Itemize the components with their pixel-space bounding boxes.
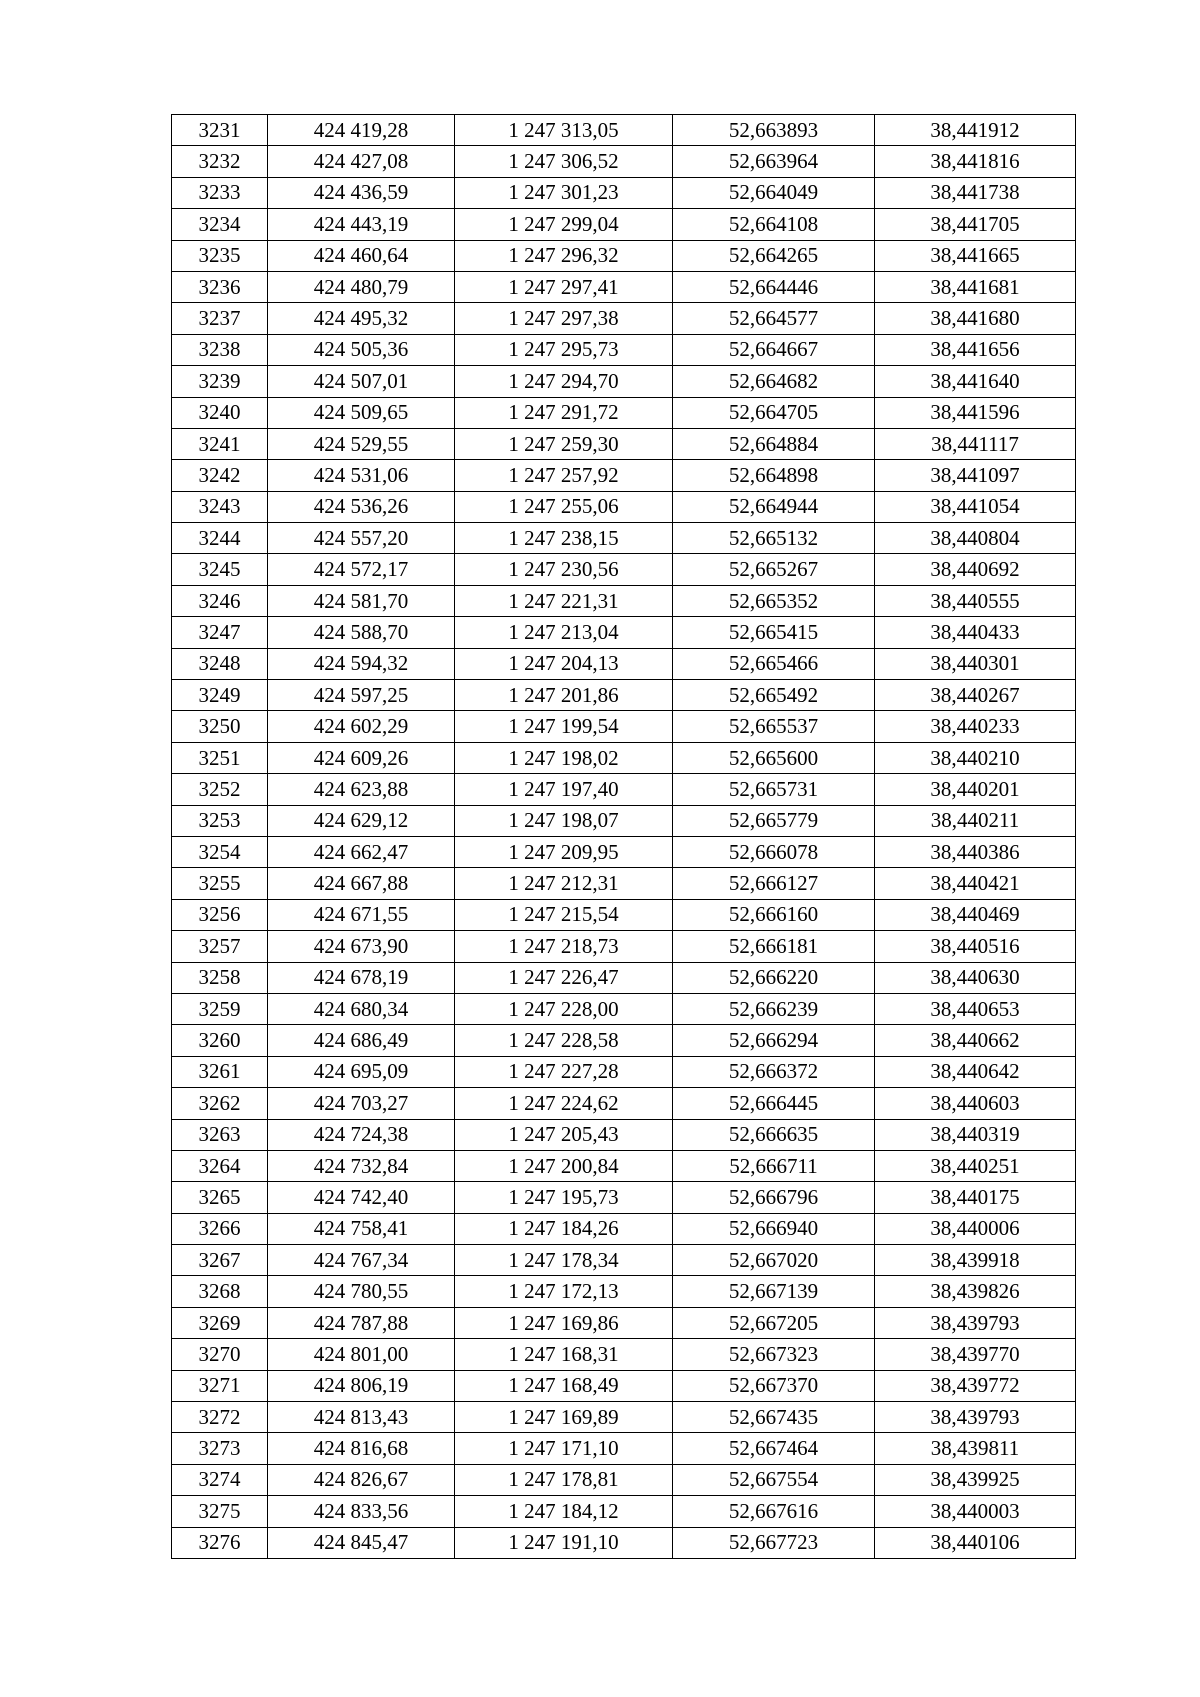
x-coordinate-cell: 424 813,43 [268,1402,455,1433]
table-row [172,1119,1076,1150]
latitude-cell: 52,666160 [673,899,875,930]
point-number-cell: 3235 [172,240,268,271]
x-coordinate-cell: 424 833,56 [268,1496,455,1527]
x-coordinate-cell: 424 671,55 [268,899,455,930]
table-row [172,1276,1076,1307]
table-row [172,1433,1076,1464]
latitude-cell: 52,663893 [673,115,875,146]
point-number-cell: 3264 [172,1150,268,1181]
latitude-cell: 52,666711 [673,1150,875,1181]
point-number-cell: 3269 [172,1307,268,1338]
longitude-cell: 38,441640 [875,366,1076,397]
point-number-cell: 3274 [172,1464,268,1495]
longitude-cell: 38,440233 [875,711,1076,742]
point-number-cell: 3249 [172,680,268,711]
point-number-cell: 3242 [172,460,268,491]
point-number-cell: 3252 [172,774,268,805]
latitude-cell: 52,664898 [673,460,875,491]
latitude-cell: 52,667139 [673,1276,875,1307]
x-coordinate-cell: 424 572,17 [268,554,455,585]
latitude-cell: 52,664577 [673,303,875,334]
x-coordinate-cell: 424 816,68 [268,1433,455,1464]
y-coordinate-cell: 1 247 209,95 [455,836,673,867]
point-number-cell: 3253 [172,805,268,836]
x-coordinate-cell: 424 557,20 [268,523,455,554]
y-coordinate-cell: 1 247 294,70 [455,366,673,397]
latitude-cell: 52,664884 [673,428,875,459]
point-number-cell: 3271 [172,1370,268,1401]
longitude-cell: 38,440433 [875,617,1076,648]
point-number-cell: 3262 [172,1088,268,1119]
x-coordinate-cell: 424 609,26 [268,742,455,773]
x-coordinate-cell: 424 686,49 [268,1025,455,1056]
x-coordinate-cell: 424 509,65 [268,397,455,428]
point-number-cell: 3239 [172,366,268,397]
x-coordinate-cell: 424 742,40 [268,1182,455,1213]
table-row [172,428,1076,459]
table-row [172,491,1076,522]
point-number-cell: 3232 [172,146,268,177]
x-coordinate-cell: 424 801,00 [268,1339,455,1370]
latitude-cell: 52,665731 [673,774,875,805]
latitude-cell: 52,666294 [673,1025,875,1056]
longitude-cell: 38,440210 [875,742,1076,773]
table-row [172,962,1076,993]
longitude-cell: 38,440603 [875,1088,1076,1119]
table-row [172,1464,1076,1495]
y-coordinate-cell: 1 247 213,04 [455,617,673,648]
y-coordinate-cell: 1 247 178,81 [455,1464,673,1495]
y-coordinate-cell: 1 247 257,92 [455,460,673,491]
y-coordinate-cell: 1 247 168,49 [455,1370,673,1401]
x-coordinate-cell: 424 724,38 [268,1119,455,1150]
longitude-cell: 38,440421 [875,868,1076,899]
longitude-cell: 38,440642 [875,1056,1076,1087]
y-coordinate-cell: 1 247 238,15 [455,523,673,554]
table-row [172,931,1076,962]
x-coordinate-cell: 424 443,19 [268,209,455,240]
x-coordinate-cell: 424 826,67 [268,1464,455,1495]
point-number-cell: 3233 [172,177,268,208]
latitude-cell: 52,665492 [673,680,875,711]
latitude-cell: 52,665600 [673,742,875,773]
point-number-cell: 3259 [172,993,268,1024]
point-number-cell: 3245 [172,554,268,585]
table-row [172,1088,1076,1119]
latitude-cell: 52,667205 [673,1307,875,1338]
x-coordinate-cell: 424 507,01 [268,366,455,397]
table-row [172,1370,1076,1401]
longitude-cell: 38,441596 [875,397,1076,428]
y-coordinate-cell: 1 247 306,52 [455,146,673,177]
longitude-cell: 38,440630 [875,962,1076,993]
latitude-cell: 52,666372 [673,1056,875,1087]
latitude-cell: 52,666940 [673,1213,875,1244]
table-row [172,523,1076,554]
table-row [172,993,1076,1024]
latitude-cell: 52,664682 [673,366,875,397]
table-row [172,648,1076,679]
point-number-cell: 3275 [172,1496,268,1527]
latitude-cell: 52,664049 [673,177,875,208]
longitude-cell: 38,440251 [875,1150,1076,1181]
x-coordinate-cell: 424 602,29 [268,711,455,742]
x-coordinate-cell: 424 597,25 [268,680,455,711]
point-number-cell: 3255 [172,868,268,899]
latitude-cell: 52,666445 [673,1088,875,1119]
longitude-cell: 38,439772 [875,1370,1076,1401]
y-coordinate-cell: 1 247 296,32 [455,240,673,271]
point-number-cell: 3276 [172,1527,268,1558]
y-coordinate-cell: 1 247 218,73 [455,931,673,962]
point-number-cell: 3260 [172,1025,268,1056]
point-number-cell: 3268 [172,1276,268,1307]
x-coordinate-cell: 424 495,32 [268,303,455,334]
x-coordinate-cell: 424 787,88 [268,1307,455,1338]
y-coordinate-cell: 1 247 191,10 [455,1527,673,1558]
point-number-cell: 3254 [172,836,268,867]
y-coordinate-cell: 1 247 215,54 [455,899,673,930]
x-coordinate-cell: 424 732,84 [268,1150,455,1181]
x-coordinate-cell: 424 581,70 [268,585,455,616]
longitude-cell: 38,441738 [875,177,1076,208]
point-number-cell: 3272 [172,1402,268,1433]
x-coordinate-cell: 424 845,47 [268,1527,455,1558]
table-row [172,271,1076,302]
table-row [172,774,1076,805]
x-coordinate-cell: 424 758,41 [268,1213,455,1244]
latitude-cell: 52,667020 [673,1245,875,1276]
point-number-cell: 3267 [172,1245,268,1276]
table-row [172,1056,1076,1087]
latitude-cell: 52,667370 [673,1370,875,1401]
table-row [172,680,1076,711]
point-number-cell: 3244 [172,523,268,554]
point-number-cell: 3246 [172,585,268,616]
longitude-cell: 38,439925 [875,1464,1076,1495]
longitude-cell: 38,441705 [875,209,1076,240]
y-coordinate-cell: 1 247 228,00 [455,993,673,1024]
table-row [172,460,1076,491]
x-coordinate-cell: 424 460,64 [268,240,455,271]
y-coordinate-cell: 1 247 227,28 [455,1056,673,1087]
x-coordinate-cell: 424 703,27 [268,1088,455,1119]
y-coordinate-cell: 1 247 297,38 [455,303,673,334]
x-coordinate-cell: 424 505,36 [268,334,455,365]
y-coordinate-cell: 1 247 198,07 [455,805,673,836]
table-row [172,303,1076,334]
longitude-cell: 38,441681 [875,271,1076,302]
table-row [172,836,1076,867]
longitude-cell: 38,440469 [875,899,1076,930]
y-coordinate-cell: 1 247 205,43 [455,1119,673,1150]
x-coordinate-cell: 424 780,55 [268,1276,455,1307]
longitude-cell: 38,441054 [875,491,1076,522]
table-row [172,1150,1076,1181]
x-coordinate-cell: 424 629,12 [268,805,455,836]
latitude-cell: 52,667323 [673,1339,875,1370]
longitude-cell: 38,441097 [875,460,1076,491]
longitude-cell: 38,441680 [875,303,1076,334]
y-coordinate-cell: 1 247 169,89 [455,1402,673,1433]
latitude-cell: 52,665466 [673,648,875,679]
longitude-cell: 38,440386 [875,836,1076,867]
point-number-cell: 3247 [172,617,268,648]
latitude-cell: 52,665352 [673,585,875,616]
y-coordinate-cell: 1 247 184,26 [455,1213,673,1244]
longitude-cell: 38,440301 [875,648,1076,679]
table-row [172,868,1076,899]
longitude-cell: 38,440555 [875,585,1076,616]
y-coordinate-cell: 1 247 297,41 [455,271,673,302]
point-number-cell: 3266 [172,1213,268,1244]
point-number-cell: 3257 [172,931,268,962]
y-coordinate-cell: 1 247 178,34 [455,1245,673,1276]
x-coordinate-cell: 424 427,08 [268,146,455,177]
x-coordinate-cell: 424 806,19 [268,1370,455,1401]
y-coordinate-cell: 1 247 184,12 [455,1496,673,1527]
latitude-cell: 52,664446 [673,271,875,302]
point-number-cell: 3270 [172,1339,268,1370]
y-coordinate-cell: 1 247 168,31 [455,1339,673,1370]
x-coordinate-cell: 424 623,88 [268,774,455,805]
y-coordinate-cell: 1 247 228,58 [455,1025,673,1056]
longitude-cell: 38,440662 [875,1025,1076,1056]
point-number-cell: 3231 [172,115,268,146]
latitude-cell: 52,665267 [673,554,875,585]
point-number-cell: 3241 [172,428,268,459]
latitude-cell: 52,664944 [673,491,875,522]
table-row [172,1245,1076,1276]
coordinates-table [171,114,1076,1559]
table-row [172,334,1076,365]
table-row [172,366,1076,397]
table-row [172,397,1076,428]
point-number-cell: 3237 [172,303,268,334]
table-row [172,1402,1076,1433]
table-row [172,1025,1076,1056]
longitude-cell: 38,440267 [875,680,1076,711]
latitude-cell: 52,666796 [673,1182,875,1213]
y-coordinate-cell: 1 247 212,31 [455,868,673,899]
y-coordinate-cell: 1 247 295,73 [455,334,673,365]
y-coordinate-cell: 1 247 204,13 [455,648,673,679]
table-row [172,146,1076,177]
y-coordinate-cell: 1 247 197,40 [455,774,673,805]
latitude-cell: 52,665132 [673,523,875,554]
x-coordinate-cell: 424 673,90 [268,931,455,962]
point-number-cell: 3248 [172,648,268,679]
latitude-cell: 52,664265 [673,240,875,271]
y-coordinate-cell: 1 247 172,13 [455,1276,673,1307]
y-coordinate-cell: 1 247 299,04 [455,209,673,240]
y-coordinate-cell: 1 247 291,72 [455,397,673,428]
coordinates-table-body [172,115,1076,1559]
y-coordinate-cell: 1 247 171,10 [455,1433,673,1464]
point-number-cell: 3273 [172,1433,268,1464]
latitude-cell: 52,667554 [673,1464,875,1495]
x-coordinate-cell: 424 529,55 [268,428,455,459]
longitude-cell: 38,440006 [875,1213,1076,1244]
table-row [172,805,1076,836]
y-coordinate-cell: 1 247 198,02 [455,742,673,773]
latitude-cell: 52,664108 [673,209,875,240]
x-coordinate-cell: 424 536,26 [268,491,455,522]
longitude-cell: 38,439793 [875,1307,1076,1338]
y-coordinate-cell: 1 247 195,73 [455,1182,673,1213]
longitude-cell: 38,439918 [875,1245,1076,1276]
longitude-cell: 38,441816 [875,146,1076,177]
x-coordinate-cell: 424 662,47 [268,836,455,867]
y-coordinate-cell: 1 247 169,86 [455,1307,673,1338]
longitude-cell: 38,439793 [875,1402,1076,1433]
table-row [172,115,1076,146]
longitude-cell: 38,440804 [875,523,1076,554]
x-coordinate-cell: 424 419,28 [268,115,455,146]
x-coordinate-cell: 424 695,09 [268,1056,455,1087]
y-coordinate-cell: 1 247 313,05 [455,115,673,146]
y-coordinate-cell: 1 247 221,31 [455,585,673,616]
latitude-cell: 52,666239 [673,993,875,1024]
latitude-cell: 52,666078 [673,836,875,867]
longitude-cell: 38,440106 [875,1527,1076,1558]
longitude-cell: 38,440516 [875,931,1076,962]
x-coordinate-cell: 424 678,19 [268,962,455,993]
point-number-cell: 3250 [172,711,268,742]
point-number-cell: 3238 [172,334,268,365]
longitude-cell: 38,440201 [875,774,1076,805]
y-coordinate-cell: 1 247 255,06 [455,491,673,522]
latitude-cell: 52,667464 [673,1433,875,1464]
longitude-cell: 38,440175 [875,1182,1076,1213]
point-number-cell: 3265 [172,1182,268,1213]
table-row [172,1496,1076,1527]
latitude-cell: 52,667435 [673,1402,875,1433]
x-coordinate-cell: 424 588,70 [268,617,455,648]
longitude-cell: 38,441665 [875,240,1076,271]
x-coordinate-cell: 424 767,34 [268,1245,455,1276]
point-number-cell: 3256 [172,899,268,930]
longitude-cell: 38,441912 [875,115,1076,146]
point-number-cell: 3240 [172,397,268,428]
latitude-cell: 52,665537 [673,711,875,742]
y-coordinate-cell: 1 247 224,62 [455,1088,673,1119]
point-number-cell: 3236 [172,271,268,302]
longitude-cell: 38,439826 [875,1276,1076,1307]
longitude-cell: 38,440211 [875,805,1076,836]
table-row [172,1213,1076,1244]
y-coordinate-cell: 1 247 201,86 [455,680,673,711]
point-number-cell: 3261 [172,1056,268,1087]
latitude-cell: 52,664705 [673,397,875,428]
longitude-cell: 38,440653 [875,993,1076,1024]
table-row [172,1182,1076,1213]
point-number-cell: 3251 [172,742,268,773]
latitude-cell: 52,663964 [673,146,875,177]
longitude-cell: 38,439811 [875,1433,1076,1464]
x-coordinate-cell: 424 594,32 [268,648,455,679]
longitude-cell: 38,441117 [875,428,1076,459]
table-row [172,585,1076,616]
y-coordinate-cell: 1 247 199,54 [455,711,673,742]
x-coordinate-cell: 424 667,88 [268,868,455,899]
x-coordinate-cell: 424 436,59 [268,177,455,208]
table-row [172,899,1076,930]
point-number-cell: 3234 [172,209,268,240]
latitude-cell: 52,665415 [673,617,875,648]
latitude-cell: 52,665779 [673,805,875,836]
latitude-cell: 52,666181 [673,931,875,962]
y-coordinate-cell: 1 247 200,84 [455,1150,673,1181]
longitude-cell: 38,439770 [875,1339,1076,1370]
point-number-cell: 3258 [172,962,268,993]
table-row [172,1307,1076,1338]
point-number-cell: 3243 [172,491,268,522]
latitude-cell: 52,664667 [673,334,875,365]
latitude-cell: 52,666127 [673,868,875,899]
y-coordinate-cell: 1 247 226,47 [455,962,673,993]
table-row [172,177,1076,208]
table-row [172,1527,1076,1558]
longitude-cell: 38,440003 [875,1496,1076,1527]
table-row [172,554,1076,585]
table-row [172,240,1076,271]
latitude-cell: 52,667616 [673,1496,875,1527]
x-coordinate-cell: 424 480,79 [268,271,455,302]
longitude-cell: 38,440319 [875,1119,1076,1150]
table-row [172,711,1076,742]
longitude-cell: 38,441656 [875,334,1076,365]
y-coordinate-cell: 1 247 230,56 [455,554,673,585]
x-coordinate-cell: 424 531,06 [268,460,455,491]
latitude-cell: 52,667723 [673,1527,875,1558]
longitude-cell: 38,440692 [875,554,1076,585]
table-row [172,209,1076,240]
latitude-cell: 52,666635 [673,1119,875,1150]
point-number-cell: 3263 [172,1119,268,1150]
x-coordinate-cell: 424 680,34 [268,993,455,1024]
table-row [172,742,1076,773]
table-row [172,1339,1076,1370]
y-coordinate-cell: 1 247 301,23 [455,177,673,208]
latitude-cell: 52,666220 [673,962,875,993]
y-coordinate-cell: 1 247 259,30 [455,428,673,459]
table-row [172,617,1076,648]
